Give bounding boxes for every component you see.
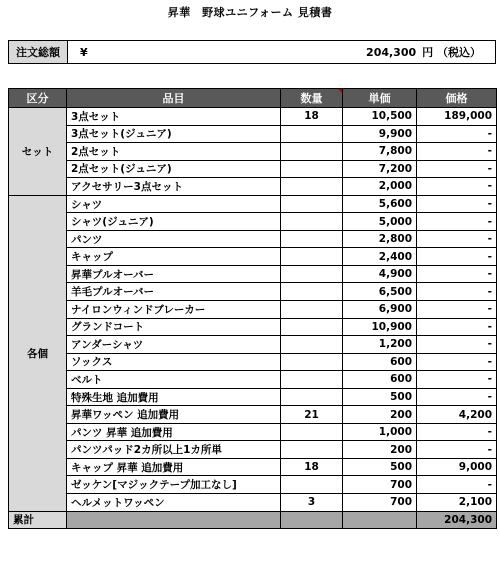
item-cell: キャップ 昇華 追加費用 xyxy=(67,458,281,476)
unit-price-cell: 500 xyxy=(343,458,417,476)
unit-price-cell: 1,000 xyxy=(343,423,417,441)
price-cell: - xyxy=(417,476,497,494)
price-cell: - xyxy=(417,248,497,266)
page-title: 昇華 野球ユニフォーム 見積書 xyxy=(167,6,333,19)
unit-price-cell: 10,900 xyxy=(343,318,417,336)
quantity-cell xyxy=(281,301,343,319)
table-row xyxy=(9,108,497,126)
order-total-unit: 円 （税込） xyxy=(422,46,481,59)
header-quantity: 数量 xyxy=(281,89,343,108)
comment-marker xyxy=(338,89,342,93)
unit-price-cell: 6,900 xyxy=(343,301,417,319)
quantity-cell xyxy=(281,195,343,213)
header-unit-price: 単価 xyxy=(343,89,417,108)
unit-price-cell: 2,000 xyxy=(343,178,417,196)
unit-price-cell: 1,200 xyxy=(343,336,417,354)
price-cell: - xyxy=(417,336,497,354)
item-cell: ゼッケン[マジックテープ加工なし] xyxy=(67,476,281,494)
unit-price-cell: 5,000 xyxy=(343,213,417,231)
quantity-cell: 3 xyxy=(281,494,343,512)
quantity-cell xyxy=(281,125,343,143)
item-cell: ヘルメットワッペン xyxy=(67,494,281,512)
price-cell: - xyxy=(417,195,497,213)
price-cell: 2,100 xyxy=(417,494,497,512)
unit-price-cell: 7,200 xyxy=(343,160,417,178)
table-row xyxy=(9,178,497,196)
table-row xyxy=(9,371,497,389)
sum-row xyxy=(9,511,497,529)
quantity-cell xyxy=(281,388,343,406)
price-cell: - xyxy=(417,301,497,319)
quantity-cell: 18 xyxy=(281,458,343,476)
item-cell: 2点セット(ジュニア) xyxy=(67,160,281,178)
unit-price-cell: 9,900 xyxy=(343,125,417,143)
sum-filler xyxy=(281,511,343,529)
header-price: 価格 xyxy=(417,89,497,108)
item-cell: パンツパッド2カ所以上1カ所単 xyxy=(67,441,281,459)
item-cell: ナイロンウィンドブレーカー xyxy=(67,301,281,319)
unit-price-cell: 4,900 xyxy=(343,265,417,283)
table-row xyxy=(9,353,497,371)
table-row xyxy=(9,494,497,512)
price-cell: - xyxy=(417,423,497,441)
quantity-cell xyxy=(281,248,343,266)
estimate-table xyxy=(8,88,497,529)
table-row xyxy=(9,143,497,161)
currency-symbol: ¥ xyxy=(80,45,88,59)
quantity-cell: 21 xyxy=(281,406,343,424)
sum-filler xyxy=(343,511,417,529)
table-row xyxy=(9,336,497,354)
item-cell: シャツ xyxy=(67,195,281,213)
price-cell: - xyxy=(417,178,497,196)
item-cell: パンツ 昇華 追加費用 xyxy=(67,423,281,441)
unit-price-cell: 600 xyxy=(343,371,417,389)
price-cell: - xyxy=(417,143,497,161)
item-cell: 特殊生地 追加費用 xyxy=(67,388,281,406)
order-total-box xyxy=(8,40,496,64)
item-cell: 昇華ワッペン 追加費用 xyxy=(67,406,281,424)
table-row xyxy=(9,283,497,301)
category-cell: 各個 xyxy=(9,195,67,511)
quantity-cell xyxy=(281,476,343,494)
item-cell: アンダーシャツ xyxy=(67,336,281,354)
unit-price-cell: 7,800 xyxy=(343,143,417,161)
price-cell: - xyxy=(417,353,497,371)
table-row xyxy=(9,248,497,266)
sum-total: 204,300 xyxy=(417,511,497,529)
price-cell: - xyxy=(417,371,497,389)
item-cell: アクセサリー3点セット xyxy=(67,178,281,196)
unit-price-cell: 700 xyxy=(343,476,417,494)
price-cell: - xyxy=(417,283,497,301)
price-cell: - xyxy=(417,318,497,336)
table-row xyxy=(9,388,497,406)
table-row xyxy=(9,476,497,494)
header-item: 品目 xyxy=(67,89,281,108)
price-cell: - xyxy=(417,441,497,459)
table-row xyxy=(9,213,497,231)
unit-price-cell: 5,600 xyxy=(343,195,417,213)
quantity-cell xyxy=(281,441,343,459)
unit-price-cell: 200 xyxy=(343,406,417,424)
table-row xyxy=(9,301,497,319)
sum-filler xyxy=(67,511,281,529)
table-row xyxy=(9,458,497,476)
quantity-cell xyxy=(281,336,343,354)
price-cell: - xyxy=(417,388,497,406)
quantity-cell: 18 xyxy=(281,108,343,126)
table-header-row xyxy=(9,89,497,108)
quantity-cell xyxy=(281,283,343,301)
table-row xyxy=(9,230,497,248)
quantity-cell xyxy=(281,353,343,371)
quantity-cell xyxy=(281,371,343,389)
table-row xyxy=(9,423,497,441)
quantity-cell xyxy=(281,143,343,161)
unit-price-cell: 500 xyxy=(343,388,417,406)
table-row xyxy=(9,406,497,424)
quantity-cell xyxy=(281,160,343,178)
price-cell: - xyxy=(417,125,497,143)
quantity-cell xyxy=(281,213,343,231)
item-cell: 3点セット xyxy=(67,108,281,126)
unit-price-cell: 10,500 xyxy=(343,108,417,126)
sum-label: 累計 xyxy=(9,511,67,529)
table-body xyxy=(9,108,497,529)
price-cell: - xyxy=(417,213,497,231)
quantity-cell xyxy=(281,265,343,283)
unit-price-cell: 6,500 xyxy=(343,283,417,301)
unit-price-cell: 600 xyxy=(343,353,417,371)
order-total-amount xyxy=(108,41,495,63)
order-total-value: 204,300 xyxy=(366,45,417,59)
quantity-cell xyxy=(281,423,343,441)
item-cell: 3点セット(ジュニア) xyxy=(67,125,281,143)
item-cell: シャツ(ジュニア) xyxy=(67,213,281,231)
table-row xyxy=(9,160,497,178)
quantity-cell xyxy=(281,230,343,248)
item-cell: ベルト xyxy=(67,371,281,389)
unit-price-cell: 2,400 xyxy=(343,248,417,266)
header-category: 区分 xyxy=(9,89,67,108)
table-row xyxy=(9,195,497,213)
item-cell: 羊毛プルオーバー xyxy=(67,283,281,301)
item-cell: キャップ xyxy=(67,248,281,266)
unit-price-cell: 2,800 xyxy=(343,230,417,248)
unit-price-cell: 200 xyxy=(343,441,417,459)
table-row xyxy=(9,125,497,143)
price-cell: - xyxy=(417,160,497,178)
price-cell: 4,200 xyxy=(417,406,497,424)
table-row xyxy=(9,318,497,336)
table-row xyxy=(9,265,497,283)
item-cell: グランドコート xyxy=(67,318,281,336)
table-row xyxy=(9,441,497,459)
price-cell: - xyxy=(417,265,497,283)
price-cell: 189,000 xyxy=(417,108,497,126)
quantity-cell xyxy=(281,178,343,196)
price-cell: 9,000 xyxy=(417,458,497,476)
item-cell: 2点セット xyxy=(67,143,281,161)
item-cell: 昇華プルオーバー xyxy=(67,265,281,283)
item-cell: パンツ xyxy=(67,230,281,248)
order-total-label: 注文総額 xyxy=(9,41,68,63)
price-cell: - xyxy=(417,230,497,248)
unit-price-cell: 700 xyxy=(343,494,417,512)
quantity-cell xyxy=(281,318,343,336)
category-cell: セット xyxy=(9,108,67,196)
item-cell: ソックス xyxy=(67,353,281,371)
